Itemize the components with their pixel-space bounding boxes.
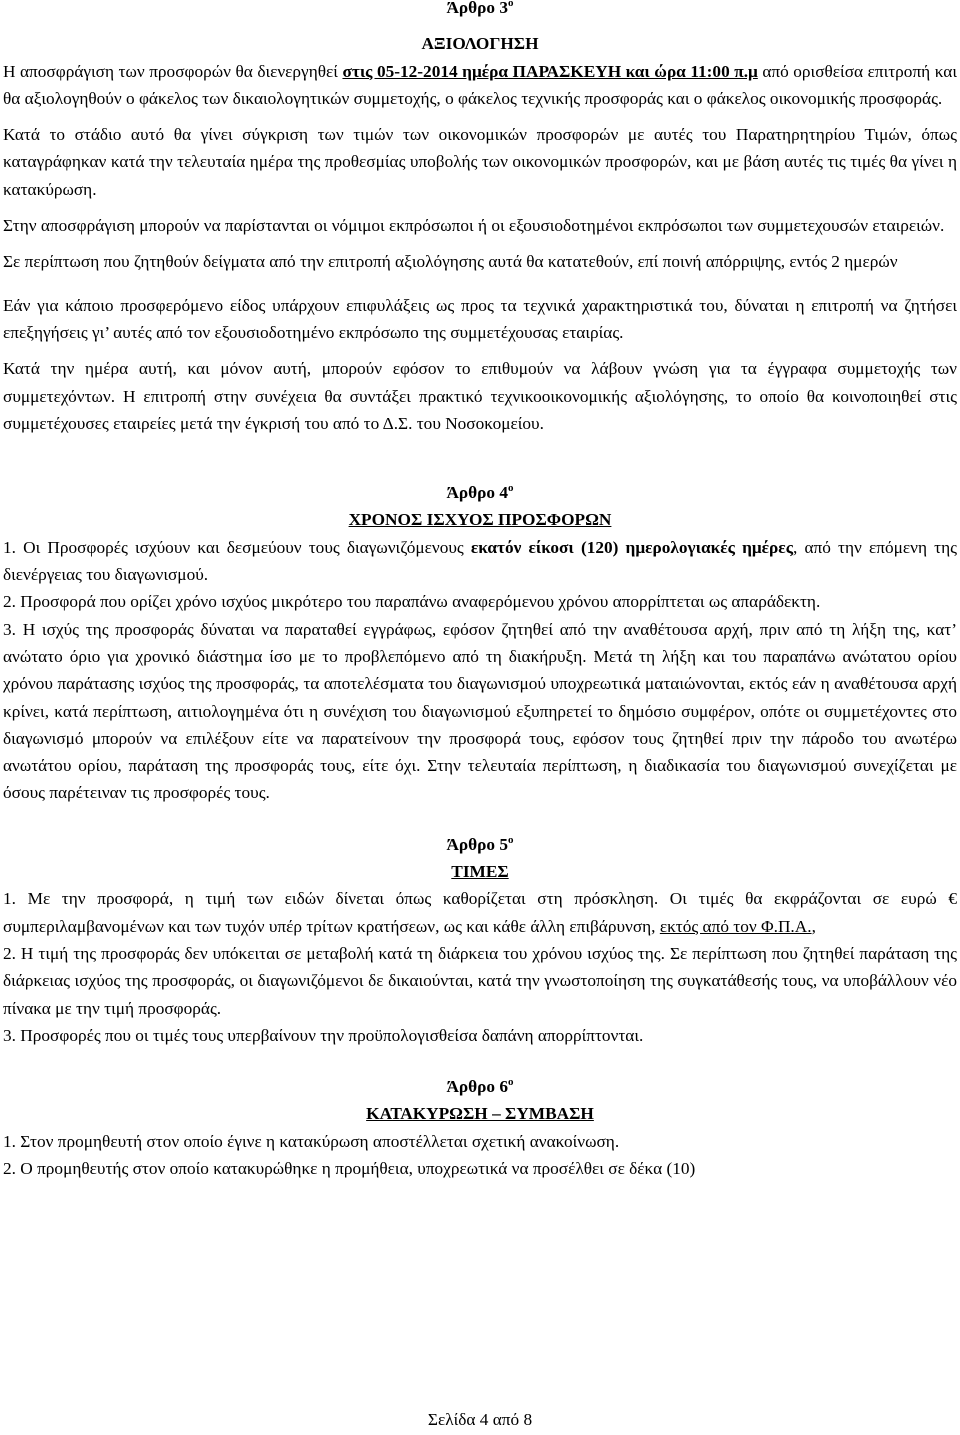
article-6-subtitle: ΚΑΤΑΚΥΡΩΣΗ – ΣΥΜΒΑΣΗ — [366, 1104, 594, 1124]
page-number: Σελίδα 4 από 8 — [427, 1410, 533, 1429]
article-5-p1-text: 1. Με την προσφορά, η τιμή των ειδών δίνεται όπως καθορίζεται στη πρόσκληση. Οι τιμές θα εκφράζονται σε ευρώ € συμπεριλαμβανομένων και των τυχόν υπέρ τρίτων κρατήσεων, ως και κάθε άλλη επιβάρυνση, — [3, 889, 957, 936]
article-4-p1-rest: , από την επόμενη της διενέργειας του διαγωνισμού. — [3, 537, 957, 585]
article-5-paragraph-3: 3. Προσφορές που οι τιμές τους υπερβαίνουν την προϋπολογισθείσα δαπάνη απορρίπτονται. — [3, 1025, 644, 1045]
article-3-paragraph-3: Στην αποσφράγιση μπορούν να παρίστανται οι νόμιμοι εκπρόσωποι ή οι εξουσιοδοτημένοι εκπρόσωποι των συμμετεχουσών εταιρειών. — [3, 216, 945, 236]
article-4-title-sup: ο — [508, 482, 514, 495]
vat-exclusion-note: εκτός από τον Φ.Π.Α. — [659, 916, 812, 936]
article-6-paragraph-1: 1. Στον προμηθευτή στον οποίο έγινε η κατακύρωση αποστέλλεται σχετική ανακοίνωση. — [3, 1131, 620, 1151]
article-4-paragraph-2: 2. Προσφορά που ορίζει χρόνο ισχύος μικρότερο του παραπάνω αναφερόμενου χρόνου απορρίπτεται ως απαράδεκτη. — [3, 592, 821, 612]
article-5-p1-rest: , — [811, 916, 816, 936]
article-3-paragraph-6: Κατά την ημέρα αυτή, και μόνον αυτή, μπορούν εφόσον το επιθυμούν να λάβουν γνώση για τα έγγραφα συμμετοχής των συμμετεχόντων. Η επιτροπή στην συνέχεια θα συντάξει πρακτικό τεχνικοοικονομικής αξιολόγησης, το οποίο θα κοινοποιηθεί στις συμμετέχουσες εταιρείες μετά την έγκρισή του από το Δ.Σ. του Νοσοκομείου. — [3, 359, 957, 433]
article-4-paragraph-3: 3. Η ισχύς της προσφοράς δύναται να παραταθεί εγγράφως, εφόσον ζητηθεί από την αναθέτουσα αρχή, πριν από τη λήξη της, κατ’ ανώτατο όριο για χρονικό διάστημα ίσο με το προβλεπόμενο από τη διακήρυξη. Μετά τη λήξη και του παραπάνω ανώτατου ορίου χρόνου παράτασης ισχύος της προσφοράς, τα αποτελέσματα του διαγωνισμού υποχρεωτικά ματαιώνονται, εκτός εάν η αναθέτουσα αρχή κρίνει, κατά περίπτωση, αιτιολογημένα ότι η συνέχιση του διαγωνισμού εξυπηρετεί το δημόσιο συμφέρον, οπότε οι συμμετέχοντες στο διαγωνισμό μπορούν να επιλέξουν είτε να παρατείνουν την προσφορά τους, εφόσον τους ζητηθεί πριν την πάροδο του ανωτέρω ανωτάτου ορίου, παράταση της προσφοράς τους, είτε όχι. Στην τελευταία περίπτωση, η διαδικασία του διαγωνισμού συνεχίζεται με όσους παρέτειναν τις προσφορές τους. — [3, 619, 957, 803]
article-4-title-text: Άρθρο 4 — [446, 483, 509, 503]
article-3-paragraph-5: Εάν για κάποιο προσφερόμενο είδος υπάρχουν επιφυλάξεις ως προς τα τεχνικά χαρακτηριστικά του, δύναται η επιτροπή να ζητήσει επεξηγήσεις γι’ αυτές από τον εξουσιοδοτημένο εκπρόσωπο της συμμετέχουσας εταιρίας. — [3, 295, 957, 342]
article-3-paragraph-2: Κατά το στάδιο αυτό θα γίνει σύγκριση των τιμών των οικονομικών προσφορών με αυτές του Παρατηρητηρίου Τιμών, όπως καταγράφηκαν κατά την τελευταία ημέρα της προθεσμίας υποβολής των οικονομικών προσφορών, και με βάση αυτές τις τιμές θα γίνει η κατακύρωση. — [3, 125, 957, 199]
article-3-paragraph-4: Σε περίπτωση που ζητηθούν δείγματα από την επιτροπή αξιολόγησης αυτά θα κατατεθούν, επί ποινή απόρριψης, εντός 2 ημερών — [3, 252, 898, 272]
article-4-p1-text: 1. Οι Προσφορές ισχύουν και δεσμεύουν τους διαγωνιζόμενους — [3, 537, 471, 557]
article-5-paragraph-2: 2. Η τιμή της προσφοράς δεν υπόκειται σε μεταβολή κατά τη διάρκεια του χρόνου ισχύος της. Σε περίπτωση που ζητηθεί παράταση της διάρκειας ισχύος της προσφοράς, οι διαγωνιζόμενοι δε δικαιούνται, κατά την γνωστοποίηση της συγκατάθεσής τους, να υποβάλλουν νέο πίνακα με την τιμή προσφοράς. — [3, 943, 957, 1018]
article-4-paragraph-1 — [3, 534, 957, 589]
article-3-title-sup: ο — [508, 0, 514, 9]
article-4-title — [3, 479, 957, 506]
article-6-paragraph-2: 2. Ο προμηθευτής στον οποίο κατακυρώθηκε η προμήθεια, υποχρεωτικά να προσέλθει σε δέκα (10) — [3, 1158, 696, 1178]
article-5-title — [3, 831, 957, 858]
article-3-title — [3, 0, 957, 21]
article-5-title-text: Άρθρο 5 — [446, 834, 509, 854]
article-5-title-sup: ο — [508, 833, 514, 846]
article-3-p1-rest: από ορισθείσα επιτροπή και θα αξιολογηθούν ο φάκελος των δικαιολογητικών συμμετοχής, ο φάκελος τεχνικής προσφοράς και ο φάκελος οικονομικής προσφοράς. — [3, 61, 957, 108]
article-3-title-text: Άρθρο 3 — [446, 0, 509, 17]
article-5-subtitle: ΤΙΜΕΣ — [451, 862, 509, 882]
article-3-paragraph-1 — [3, 58, 957, 113]
document-body — [3, 0, 957, 1182]
opening-date-highlight: στις 05-12-2014 ημέρα ΠΑΡΑΣΚΕΥΗ και ώρα 11:00 π.μ — [342, 61, 758, 81]
article-6-title-text: Άρθρο 6 — [446, 1077, 509, 1097]
article-5-paragraph-1 — [3, 885, 957, 940]
article-3-p1-text: Η αποσφράγιση των προσφορών θα διενεργηθεί — [3, 61, 343, 81]
article-4-subtitle: ΧΡΟΝΟΣ ΙΣΧΥΟΣ ΠΡΟΣΦΟΡΩΝ — [348, 510, 612, 530]
article-6-title — [3, 1073, 957, 1100]
validity-period-highlight: εκατόν είκοσι (120) ημερολογιακές ημέρες — [470, 537, 793, 557]
article-6-title-sup: ο — [508, 1076, 514, 1089]
article-3-subtitle: ΑΞΙΟΛΟΓΗΣΗ — [421, 34, 539, 54]
